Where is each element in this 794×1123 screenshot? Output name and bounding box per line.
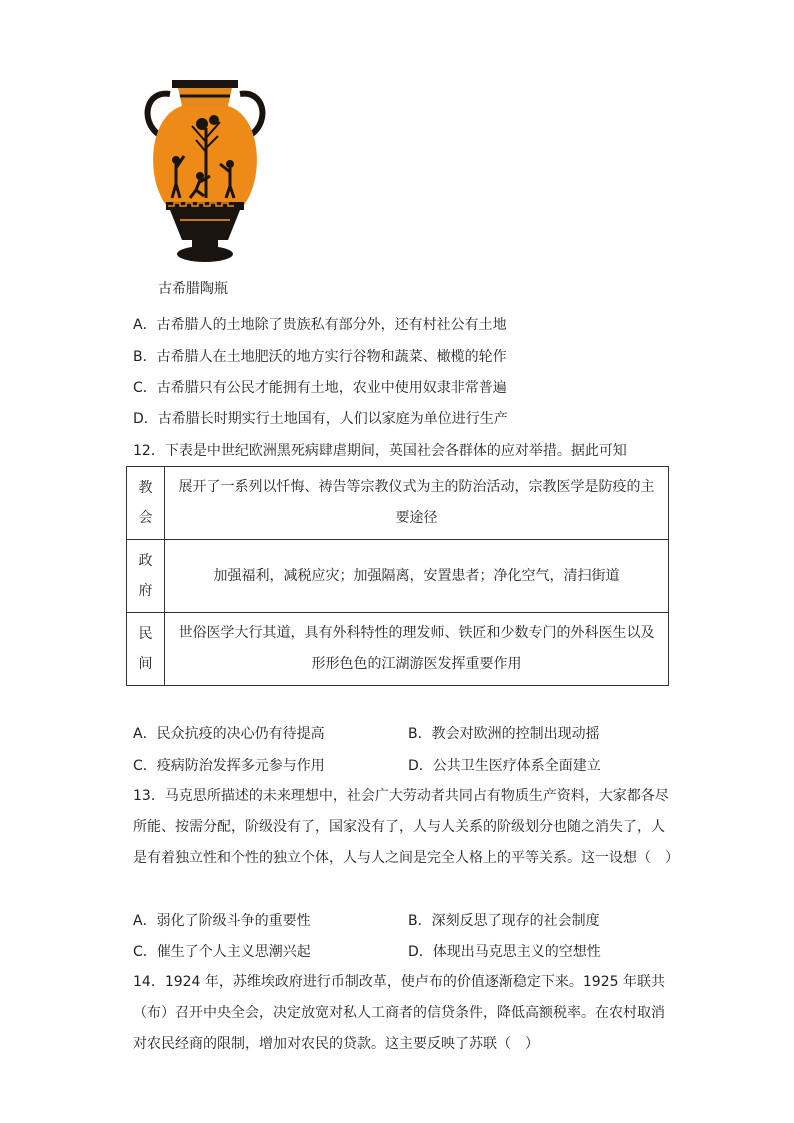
row-text: 世俗医学大行其道，具有外科特性的理发师、铁匠和少数专门的外科医生以及形形色色的江湖游医发挥重要作用	[165, 613, 669, 686]
q13-option-b: B．深刻反思了现存的社会制度	[408, 913, 600, 929]
header-char-2: 间	[138, 656, 153, 672]
q11-option-d: D．古希腊长时期实行土地国有，人们以家庭为单位进行生产	[133, 411, 508, 427]
figure-caption: 古希腊陶瓶	[158, 281, 228, 297]
table-row	[127, 613, 669, 686]
q11-option-a: A．古希腊人的土地除了贵族私有部分外，还有村社公有土地	[133, 317, 507, 333]
q13-option-c: C．催生了个人主义思潮兴起	[133, 944, 311, 960]
q12-table	[126, 466, 669, 686]
row-header	[127, 540, 165, 613]
header-char-1: 政	[138, 553, 153, 569]
header-char-1: 民	[138, 626, 153, 642]
table-row	[127, 540, 669, 613]
header-char-2: 府	[138, 583, 153, 599]
q12-stem: 12．下表是中世纪欧洲黑死病肆虐期间，英国社会各群体的应对举措。据此可知	[133, 443, 627, 459]
q11-option-b: B．古希腊人在土地肥沃的地方实行谷物和蔬菜、橄榄的轮作	[133, 349, 507, 365]
greek-vase-image	[140, 72, 270, 270]
q12-option-a: A．民众抗疫的决心仍有待提高	[133, 726, 325, 742]
table-row	[127, 467, 669, 540]
row-header	[127, 467, 165, 540]
header-char-2: 会	[138, 510, 153, 526]
q13-stem: 13．马克思所描述的未来理想中，社会广大劳动者共同占有物质生产资料，大家都各尽所能、按需分配，阶级没有了，国家没有了，人与人关系的阶级划分也随之消失了，人是有着独立性和个性的独立个体，人与人之间是完全人格上的平等关系。这一设想（ ）	[133, 788, 679, 866]
q13-option-a: A．弱化了阶级斗争的重要性	[133, 913, 311, 929]
q14-stem: 14．1924 年，苏维埃政府进行币制改革，使卢布的价值逐渐稳定下来。1925 年联共（布）召开中央全会，决定放宽对私人工商者的信贷条件，降低高额税率。在农村取消对农民经商的限制，增加对农民的贷款。这主要反映了苏联（ ）	[133, 974, 665, 1052]
row-text: 加强福利，减税应灾；加强隔离，安置患者；净化空气，清扫街道	[165, 540, 669, 613]
row-header	[127, 613, 165, 686]
q12-option-c: C．疫病防治发挥多元参与作用	[133, 758, 325, 774]
q11-option-c: C．古希腊只有公民才能拥有土地，农业中使用奴隶非常普遍	[133, 380, 507, 396]
row-text: 展开了一系列以忏悔、祷告等宗教仪式为主的防治活动，宗教医学是防疫的主要途径	[165, 467, 669, 540]
header-char-1: 教	[138, 480, 153, 496]
q12-option-d: D．公共卫生医疗体系全面建立	[408, 758, 601, 774]
q12-option-b: B．教会对欧洲的控制出现动摇	[408, 726, 600, 742]
q13-option-d: D．体现出马克思主义的空想性	[408, 944, 601, 960]
